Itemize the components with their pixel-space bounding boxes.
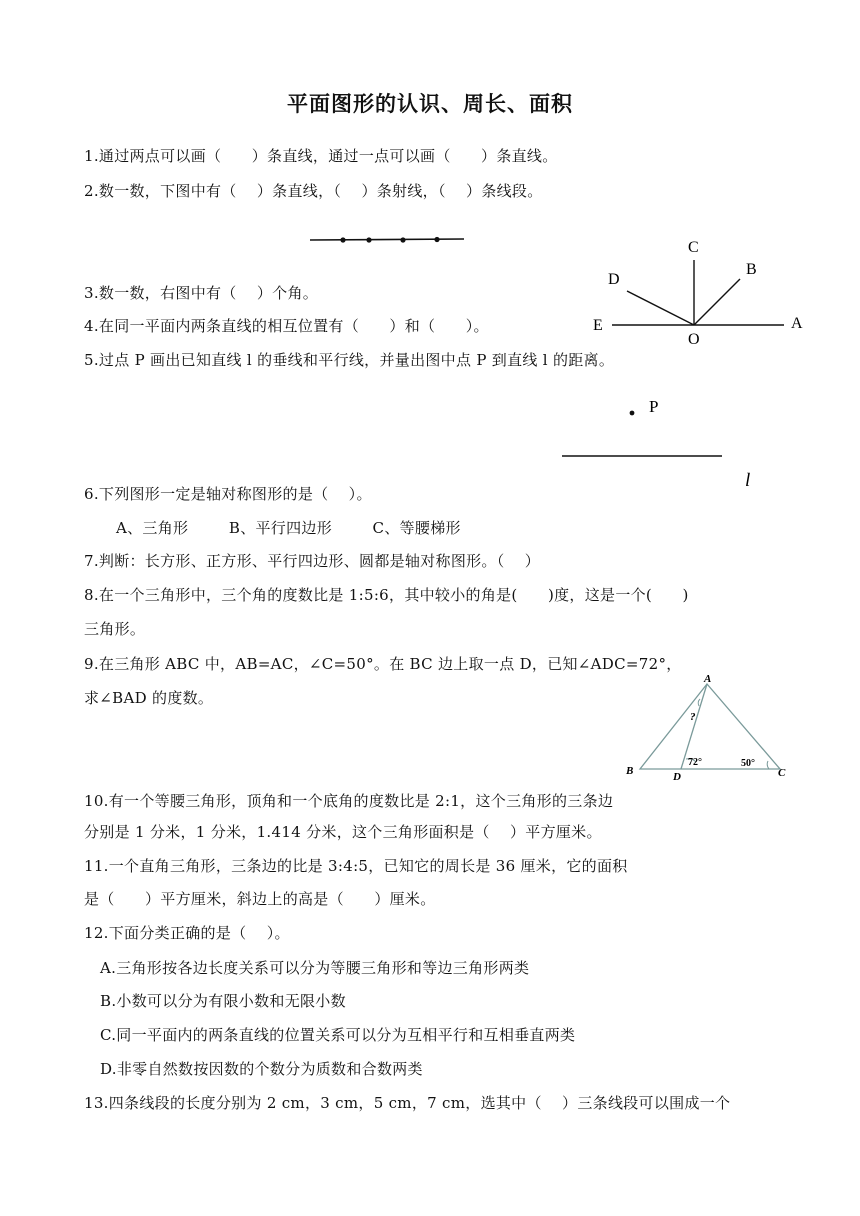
- label-question: ?: [690, 711, 696, 723]
- line-segment: [310, 239, 464, 240]
- point-dot: [400, 237, 405, 242]
- question-11-line-1: 11.一个直角三角形，三条边的比是 3:4:5，已知它的周长是 36 厘米，它的面积: [84, 857, 628, 875]
- question-12-option-b: B.小数可以分为有限小数和无限小数: [100, 992, 346, 1010]
- label-d: D: [673, 771, 681, 783]
- question-2: 2.数一数，下图中有（ ）条直线，（ ）条射线，（ ）条线段。: [84, 182, 543, 200]
- angle-c-arc: [767, 761, 769, 769]
- question-7: 7.判断：长方形、正方形、平行四边形、圆都是轴对称图形。（ ）: [84, 552, 541, 570]
- question-9-line-2: 求∠BAD 的度数。: [84, 689, 214, 707]
- label-c: C: [688, 239, 699, 256]
- question-4: 4.在同一平面内两条直线的相互位置有（ ）和（ ）。: [84, 317, 489, 335]
- label-a: A: [704, 673, 712, 685]
- question-12-option-c: C.同一平面内的两条直线的位置关系可以分为互相平行和互相垂直两类: [100, 1026, 576, 1044]
- question-6: 6.下列图形一定是轴对称图形的是（ ）。: [84, 485, 372, 503]
- question-10-line-2: 分别是 1 分米，1 分米，1.414 分米，这个三角形面积是（ ）平方厘米。: [84, 823, 602, 841]
- point-dot: [366, 237, 371, 242]
- question-12: 12.下面分类正确的是（ ）。: [84, 924, 290, 942]
- point-dot: [340, 237, 345, 242]
- angle-figure: [590, 236, 810, 346]
- triangle-abc: [640, 684, 780, 769]
- question-5: 5.过点 P 画出已知直线 l 的垂线和平行线，并量出图中点 P 到直线 l 的距离。: [84, 351, 615, 369]
- label-p: P: [649, 397, 659, 416]
- question-8-line-1: 8.在一个三角形中，三个角的度数比是 1:5:6，其中较小的角是( )度，这是一个( ): [84, 586, 689, 604]
- question-9-line-1: 9.在三角形 ABC 中，AB=AC，∠C=50°。在 BC 边上取一点 D，已知∠ADC=72°，: [84, 655, 682, 673]
- question-13: 13.四条线段的长度分别为 2 cm，3 cm，5 cm，7 cm，选其中（ ）三条线段可以围成一个: [84, 1094, 731, 1112]
- ray-ob: [694, 279, 740, 325]
- angle-bad-arc: [698, 699, 700, 706]
- question-8-line-2: 三角形。: [84, 620, 146, 638]
- label-e: E: [593, 317, 603, 334]
- point-dot: [434, 237, 439, 242]
- question-3: 3.数一数，右图中有（ ）个角。: [84, 284, 319, 302]
- point-line-figure: [560, 392, 760, 492]
- label-b: B: [626, 765, 634, 777]
- triangle-figure: [620, 674, 792, 784]
- label-o: O: [688, 331, 700, 348]
- label-a: A: [791, 315, 803, 332]
- label-50: 50°: [741, 758, 755, 769]
- line-points-figure: [308, 232, 468, 248]
- page-title: 平面图形的认识、周长、面积: [287, 92, 573, 116]
- label-l: l: [745, 470, 751, 491]
- question-11-line-2: 是（ ）平方厘米，斜边上的高是（ ）厘米。: [84, 890, 436, 908]
- ray-od: [627, 291, 694, 325]
- label-b: B: [746, 261, 757, 278]
- question-10-line-1: 10.有一个等腰三角形，顶角和一个底角的度数比是 2:1，这个三角形的三条边: [84, 792, 614, 810]
- label-d: D: [608, 271, 620, 288]
- question-12-option-a: A.三角形按各边长度关系可以分为等腰三角形和等边三角形两类: [100, 959, 530, 977]
- label-72: 72°: [688, 757, 702, 768]
- question-1: 1.通过两点可以画（ ）条直线，通过一点可以画（ ）条直线。: [84, 147, 558, 165]
- label-c: C: [778, 767, 786, 779]
- question-6-options: A、三角形 B、平行四边形 C、等腰梯形: [116, 519, 461, 537]
- question-12-option-d: D.非零自然数按因数的个数分为质数和合数两类: [100, 1060, 423, 1078]
- point-p: [630, 411, 635, 416]
